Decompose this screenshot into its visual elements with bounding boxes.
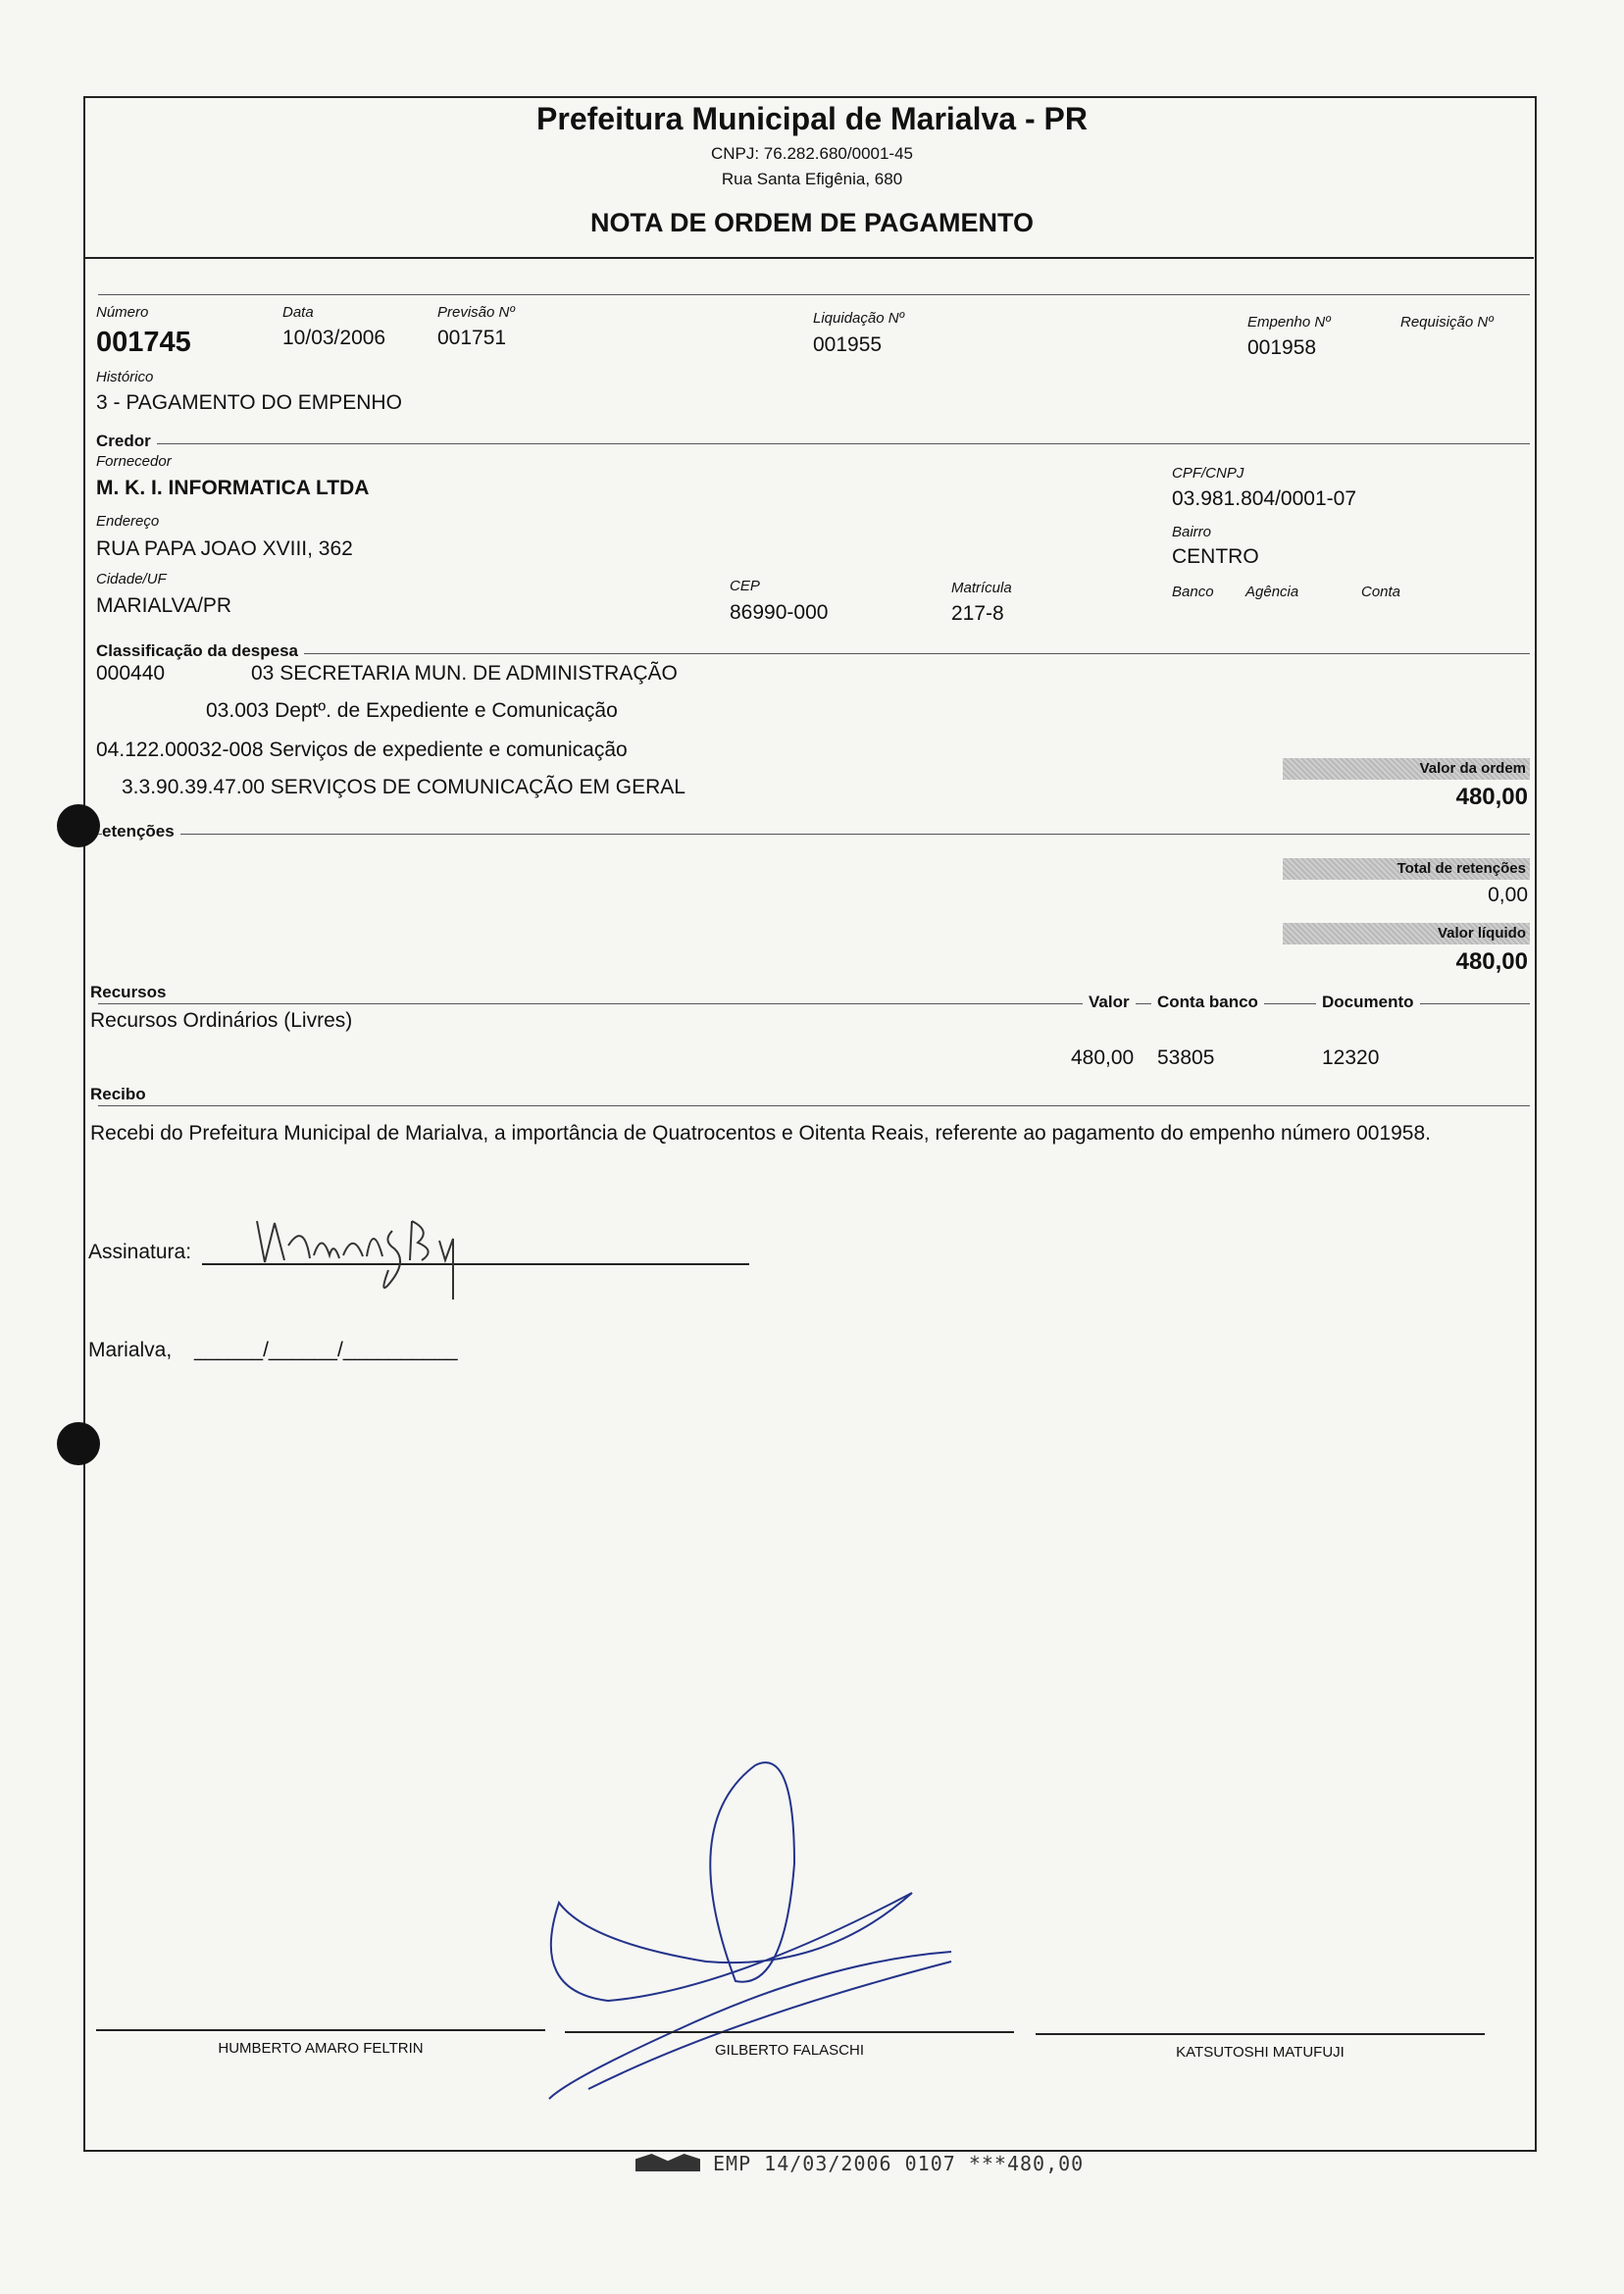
municipality-title: Prefeitura Municipal de Marialva - PR (536, 101, 1088, 136)
document-title: NOTA DE ORDEM DE PAGAMENTO (589, 208, 1034, 237)
local-label: Marialva, (88, 1339, 173, 1361)
endereco-label: Endereço (96, 513, 160, 530)
signature-line-1 (96, 2029, 545, 2031)
recibo-heading: Recibo (90, 1085, 152, 1104)
valor-liquido-value: 480,00 (1455, 948, 1528, 975)
total-retencoes-value: 0,00 (1488, 884, 1528, 906)
credor-rule (98, 443, 1530, 444)
recursos-descricao: Recursos Ordinários (Livres) (90, 1009, 353, 1032)
recursos-heading: Recursos (90, 983, 172, 1002)
banco-label: Banco (1172, 584, 1214, 600)
empenho-label: Empenho Nº (1247, 314, 1331, 331)
classificacao-line1: 03 SECRETARIA MUN. DE ADMINISTRAÇÃO (251, 662, 678, 685)
punch-hole-bottom (57, 1422, 100, 1465)
endereco-value: RUA PAPA JOAO XVIII, 362 (96, 537, 353, 560)
address-line: Rua Santa Efigênia, 680 (721, 170, 903, 188)
requisicao-label: Requisição Nº (1400, 314, 1494, 331)
cep-label: CEP (730, 578, 760, 594)
valor-ordem-value: 480,00 (1455, 784, 1528, 810)
empenho-value: 001958 (1247, 336, 1317, 359)
signatory-2: GILBERTO FALASCHI (715, 2042, 864, 2059)
matricula-label: Matrícula (951, 580, 1012, 596)
retencoes-rule (98, 834, 1530, 835)
signatory-3: KATSUTOSHI MATUFUJI (1176, 2044, 1345, 2061)
recursos-documento-label: Documento (1316, 993, 1420, 1012)
header-divider (84, 257, 1534, 259)
classificacao-line2: 03.003 Deptº. de Expediente e Comunicação (206, 699, 618, 722)
recursos-rule (98, 1003, 1530, 1004)
bairro-label: Bairro (1172, 524, 1212, 540)
recursos-conta-label: Conta banco (1151, 993, 1264, 1012)
numero-value: 001745 (96, 327, 191, 358)
fornecedor-label: Fornecedor (96, 453, 172, 470)
valor-liquido-label: Valor líquido (1283, 923, 1530, 944)
fornecedor-value: M. K. I. INFORMATICA LTDA (96, 477, 370, 499)
previsao-value: 001751 (437, 327, 507, 349)
recursos-valor: 480,00 (1071, 1046, 1135, 1069)
recursos-valor-label: Valor (1083, 993, 1136, 1012)
historico-label: Histórico (96, 369, 154, 385)
data-value: 10/03/2006 (282, 327, 386, 349)
punch-hole-top (57, 804, 100, 847)
numero-label: Número (96, 304, 149, 321)
recibo-rule (98, 1105, 1530, 1106)
assinatura-label: Assinatura: (88, 1241, 192, 1263)
cnpj-line: CNPJ: 76.282.680/0001-45 (710, 144, 914, 163)
liquidacao-label: Liquidação Nº (813, 310, 905, 327)
recursos-documento: 12320 (1322, 1046, 1380, 1069)
signature-line-3 (1036, 2033, 1485, 2035)
recursos-conta: 53805 (1157, 1046, 1215, 1069)
cidade-value: MARIALVA/PR (96, 594, 232, 617)
date-blanks: ______/______/__________ (194, 1339, 458, 1361)
agencia-label: Agência (1245, 584, 1299, 600)
top-rule (98, 294, 1530, 295)
cpf-label: CPF/CNPJ (1172, 465, 1244, 482)
valor-ordem-label: Valor da ordem (1283, 758, 1530, 780)
conta-label: Conta (1361, 584, 1401, 600)
recibo-text: Recebi do Prefeitura Municipal de Marialva, a importância de Quatrocentos e Oitenta Reais, referente ao pagamento do empenho número 001958. (90, 1122, 1431, 1145)
data-label: Data (282, 304, 314, 321)
stamp-text: EMP 14/03/2006 0107 ***480,00 (713, 2152, 1085, 2175)
historico-value: 3 - PAGAMENTO DO EMPENHO (96, 391, 402, 414)
previsao-label: Previsão Nº (437, 304, 515, 321)
classificacao-rule (98, 653, 1530, 654)
stamp-mark (635, 2154, 700, 2171)
bairro-value: CENTRO (1172, 545, 1259, 568)
classificacao-code: 000440 (96, 662, 166, 685)
cpf-value: 03.981.804/0001-07 (1172, 487, 1357, 510)
cidade-label: Cidade/UF (96, 571, 167, 587)
signature-line-2 (565, 2031, 1014, 2033)
classificacao-line4: 3.3.90.39.47.00 SERVIÇOS DE COMUNICAÇÃO EM GERAL (122, 776, 685, 798)
credor-heading: Credor (96, 432, 157, 451)
cep-value: 86990-000 (730, 601, 829, 624)
matricula-value: 217-8 (951, 602, 1004, 625)
recipient-signature (245, 1201, 539, 1309)
retencoes-heading: etenções (102, 822, 180, 841)
total-retencoes-label: Total de retenções (1283, 858, 1530, 880)
classificacao-line3: 04.122.00032-008 Serviços de expediente e comunicação (96, 739, 628, 761)
classificacao-heading: Classificação da despesa (96, 641, 304, 661)
liquidacao-value: 001955 (813, 333, 883, 356)
signatory-1: HUMBERTO AMARO FELTRIN (218, 2040, 424, 2057)
